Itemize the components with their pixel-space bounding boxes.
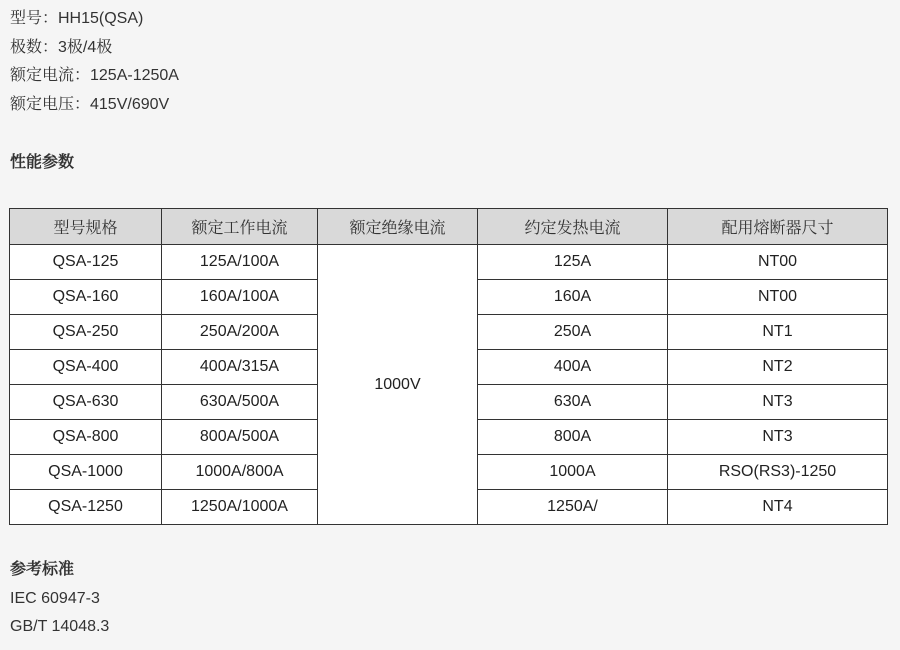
standards-heading: 参考标准 <box>10 561 75 578</box>
model-cell: QSA-160 <box>10 280 162 315</box>
working-current-cell: 800A/500A <box>162 420 318 455</box>
thermal-current-cell: 125A <box>478 245 668 280</box>
model-cell: QSA-630 <box>10 385 162 420</box>
working-current-cell: 125A/100A <box>162 245 318 280</box>
fuse-size-cell: NT3 <box>668 385 888 420</box>
thermal-current-cell: 1250A/ <box>478 490 668 525</box>
fuse-size-cell: NT3 <box>668 420 888 455</box>
performance-table <box>9 208 888 525</box>
spec-rated-current: 额定电流：125A-1250A <box>10 67 179 84</box>
model-cell: QSA-250 <box>10 315 162 350</box>
working-current-cell: 1250A/1000A <box>162 490 318 525</box>
spec-model: 型号：HH15(QSA) <box>10 10 144 27</box>
performance-heading: 性能参数 <box>10 154 75 171</box>
model-cell: QSA-800 <box>10 420 162 455</box>
working-current-cell: 250A/200A <box>162 315 318 350</box>
model-cell: QSA-1250 <box>10 490 162 525</box>
table-row <box>10 245 888 280</box>
standard-item: IEC 60947-3 <box>10 590 100 607</box>
column-header: 额定工作电流 <box>162 209 318 245</box>
working-current-cell: 630A/500A <box>162 385 318 420</box>
spec-rated-voltage: 额定电压：415V/690V <box>10 96 170 113</box>
working-current-cell: 160A/100A <box>162 280 318 315</box>
fuse-size-cell: NT1 <box>668 315 888 350</box>
working-current-cell: 1000A/800A <box>162 455 318 490</box>
column-header: 约定发热电流 <box>478 209 668 245</box>
model-cell: QSA-125 <box>10 245 162 280</box>
table-header-row <box>10 209 888 245</box>
model-cell: QSA-1000 <box>10 455 162 490</box>
standard-item: GB/T 14048.3 <box>10 618 110 635</box>
thermal-current-cell: 250A <box>478 315 668 350</box>
fuse-size-cell: NT2 <box>668 350 888 385</box>
thermal-current-cell: 400A <box>478 350 668 385</box>
fuse-size-cell: NT4 <box>668 490 888 525</box>
thermal-current-cell: 1000A <box>478 455 668 490</box>
fuse-size-cell: NT00 <box>668 280 888 315</box>
thermal-current-cell: 630A <box>478 385 668 420</box>
column-header: 额定绝缘电流 <box>318 209 478 245</box>
fuse-size-cell: RSO(RS3)-1250 <box>668 455 888 490</box>
spec-poles: 极数：3极/4极 <box>10 39 113 56</box>
thermal-current-cell: 800A <box>478 420 668 455</box>
working-current-cell: 400A/315A <box>162 350 318 385</box>
thermal-current-cell: 160A <box>478 280 668 315</box>
column-header: 型号规格 <box>10 209 162 245</box>
model-cell: QSA-400 <box>10 350 162 385</box>
insulation-current-cell: 1000V <box>318 245 478 525</box>
fuse-size-cell: NT00 <box>668 245 888 280</box>
column-header: 配用熔断器尺寸 <box>668 209 888 245</box>
